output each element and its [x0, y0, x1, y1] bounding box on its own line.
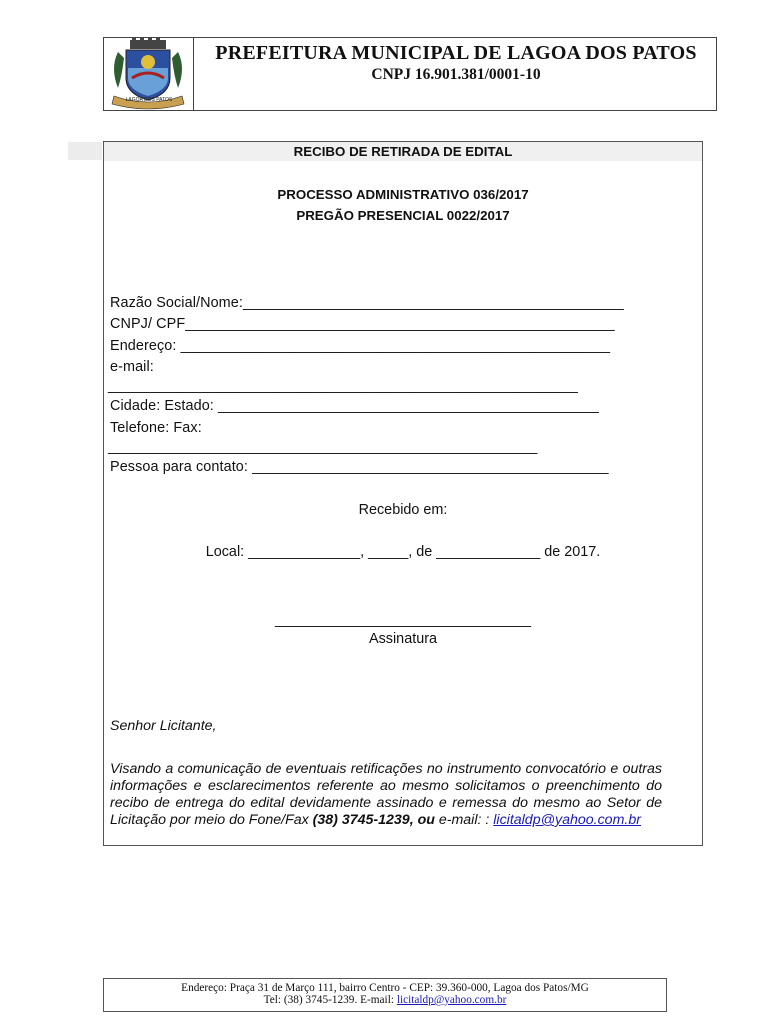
notice-text: Visando a comunicação de eventuais retificações no instrumento convocatório e outras informações e esclarecimentos referente ao mesmo solicitamos o preenchimento do recibo de entrega do edital devidamente assinado e remessa do mesmo ao Setor de Licitação por meio do Fone/Fax: [110, 761, 662, 828]
telefone-label: Telefone: Fax:: [110, 420, 202, 436]
footer-contact: [104, 994, 666, 1006]
receipt-form: [103, 141, 703, 846]
cnpj-field[interactable]: CNPJ/ CPF_____________________________________________________: [110, 316, 615, 332]
email-field[interactable]: __________________________________________________________: [108, 378, 578, 394]
letterhead: [103, 37, 717, 111]
endereco-field[interactable]: Endereço: _____________________________________________________: [110, 338, 611, 354]
received-label: Recebido em:: [358, 502, 448, 518]
margin-shading: [68, 142, 102, 160]
local-date-field[interactable]: Local: ______________, _____, de _____________ de 2017.: [205, 544, 601, 560]
footer-tel: Tel: (38) 3745-1239. E-mail:: [263, 994, 397, 1006]
signature-line[interactable]: ________________________________: [274, 612, 532, 628]
telefone-field[interactable]: _____________________________________________________: [108, 439, 538, 455]
notice-salutation: Senhor Licitante,: [110, 718, 217, 734]
cnpj-subtitle: CNPJ 16.901.381/0001-10: [371, 66, 541, 83]
notice-phone: (38) 3745-1239, ou: [312, 812, 435, 828]
form-heading: RECIBO DE RETIRADA DE EDITAL: [293, 144, 513, 159]
footer-address: Endereço: Praça 31 de Março 111, bairro Centro - CEP: 39.360-000, Lagoa dos Patos/MG: [181, 982, 589, 994]
razao-social-field[interactable]: Razão Social/Nome:_______________________________________________: [110, 295, 624, 311]
logo-ribbon-text: LAGOA DOS PATOS: [125, 97, 173, 103]
email-label: e-mail:: [110, 359, 154, 375]
pregao-number: PREGÃO PRESENCIAL 0022/2017: [296, 208, 510, 223]
page-title: PREFEITURA MUNICIPAL DE LAGOA DOS PATOS: [215, 42, 697, 64]
notice-email-link[interactable]: licitaldp@yahoo.com.br: [493, 812, 641, 828]
process-number: PROCESSO ADMINISTRATIVO 036/2017: [277, 187, 529, 202]
contato-field[interactable]: Pessoa para contato: ____________________________________________: [110, 459, 609, 475]
signature-label: Assinatura: [369, 631, 437, 647]
notice-email-prefix: e-mail: :: [434, 812, 494, 828]
notice-body: [110, 761, 662, 829]
footer-email-link[interactable]: licitaldp@yahoo.com.br: [396, 994, 507, 1006]
cidade-field[interactable]: Cidade: Estado: _______________________________________________: [110, 398, 599, 414]
footer: [103, 978, 667, 1012]
logo-cell: [104, 38, 194, 110]
